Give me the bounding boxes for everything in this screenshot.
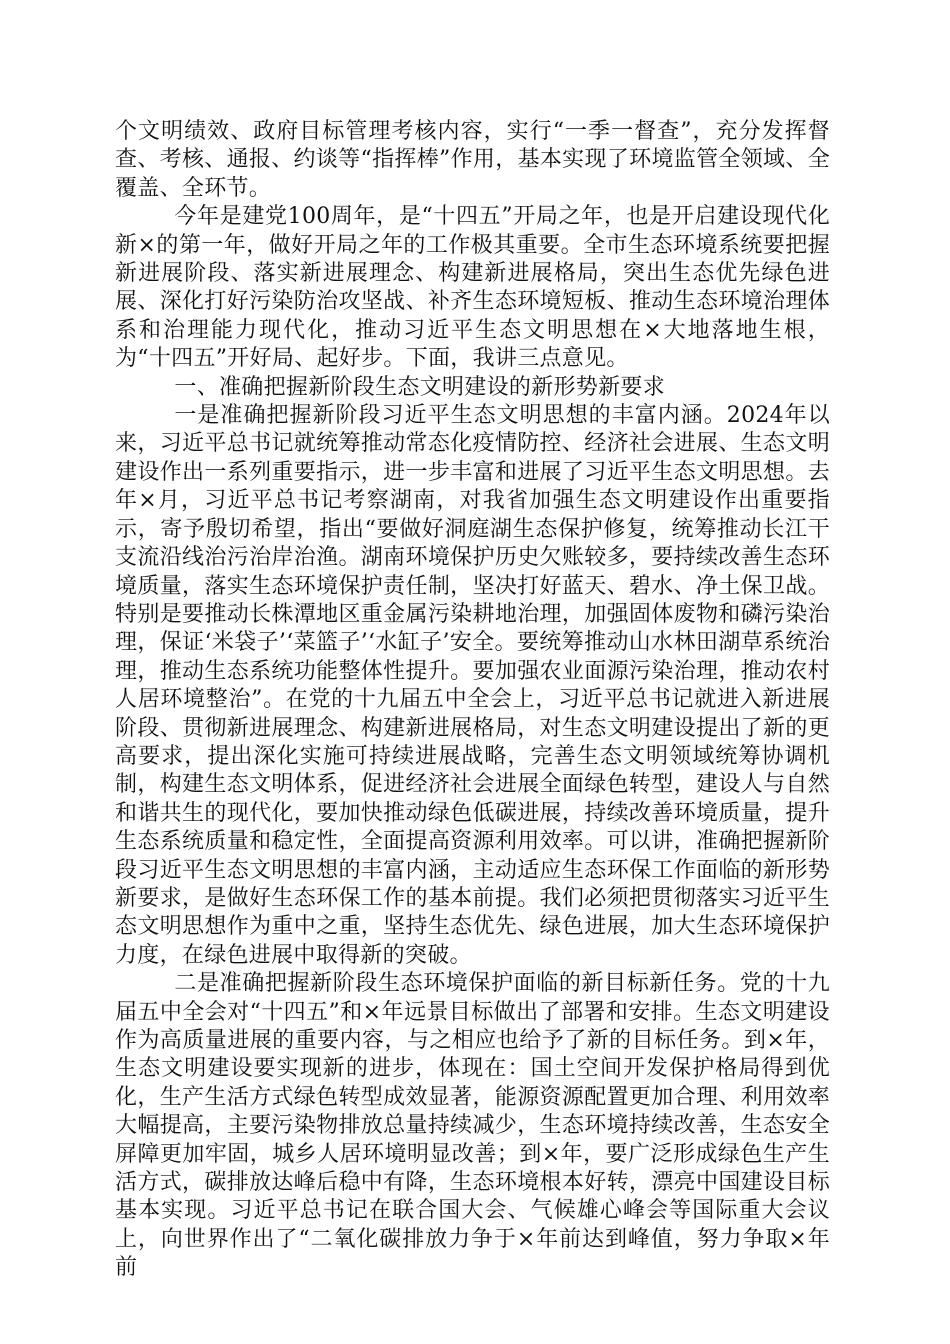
document-body	[115, 118, 830, 1283]
paragraph-point-2: 二是准确把握新阶段生态环境保护面临的新目标新任务。党的十九届五中全会对“十四五”和×年远景目标做出了部署和安排。生态文明建设作为高质量进展的重要内容，与之相应也给予了新的目标任务。到×年，生态文明建设要实现新的进步，体现在：国土空间开发保护格局得到优化，生产生活方式绿色转型成效显著，能源资源配置更加合理、利用效率大幅提高，主要污染物排放总量持续减少，生态环境持续改善，生态安全屏障更加牢固，城乡人居环境明显改善；到×年，要广泛形成绿色生产生活方式，碳排放达峰后稳中有降，生态环境根本好转，漂亮中国建设目标基本实现。习近平总书记在联合国大会、气候雄心峰会等国际重大会议上，向世界作出了“二氧化碳排放力争于×年前达到峰值，努力争取×年前	[115, 971, 830, 1281]
paragraph-intro: 今年是建党100周年，是“十四五”开局之年，也是开启建设现代化新×的第一年，做好开局之年的工作极其重要。全市生态环境系统要把握新进展阶段、落实新进展理念、构建新进展格局，突出生态优先绿色进展、深化打好污染防治攻坚战、补齐生态环境短板、推动生态环境治理体系和治理能力现代化，推动习近平生态文明思想在×大地落地生根，为“十四五”开好局、起好步。下面，我讲三点意见。	[115, 204, 830, 372]
paragraph-point-1: 一是准确把握新阶段习近平生态文明思想的丰富内涵。2024年以来，习近平总书记就统筹推动常态化疫情防控、经济社会进展、生态文明建设作出一系列重要指示，进一步丰富和进展了习近平生态文明思想。去年×月，习近平总书记考察湖南，对我省加强生态文明建设作出重要指示，寄予殷切希望，指出“要做好洞庭湖生态保护修复，统筹推动长江干支流沿线治污治岸治渔。湖南环境保护历史欠账较多，要持续改善生态环境质量，落实生态环境保护责任制，坚决打好蓝天、碧水、净土保卫战。特别是要推动长株潭地区重金属污染耕地治理，加强固体废物和磷污染治理，保证‘米袋子’‘菜篮子’‘水缸子’安全。要统筹推动山水林田湖草系统治理，推动生态系统功能整体性提升。要加强农业面源污染治理，推动农村人居环境整治”。在党的十九届五中全会上，习近平总书记就进入新进展阶段、贯彻新进展理念、构建新进展格局，对生态文明建设提出了新的更高要求，提出深化实施可持续进展战略，完善生态文明领域统筹协调机制，构建生态文明体系，促进经济社会进展全面绿色转型，建设人与自然和谐共生的现代化，要加快推动绿色低碳进展，持续改善环境质量，提升生态系统质量和稳定性，全面提高资源利用效率。可以讲，准确把握新阶段习近平生态文明思想的丰富内涵，主动适应生态环保工作面临的新形势新要求，是做好生态环保工作的基本前提。我们必须把贯彻落实习近平生态文明思想作为重中之重，坚持生态优先、绿色进展，加大生态环境保护力度，在绿色进展中取得新的突破。	[115, 403, 830, 968]
paragraph-continuation: 个文明绩效、政府目标管理考核内容，实行“一季一督查”，充分发挥督查、考核、通报、约谈等“指挥棒”作用，基本实现了环境监管全领域、全覆盖、全环节。	[115, 119, 830, 201]
section-heading-1: 一、准确把握新阶段生态文明建设的新形势新要求	[174, 374, 665, 400]
